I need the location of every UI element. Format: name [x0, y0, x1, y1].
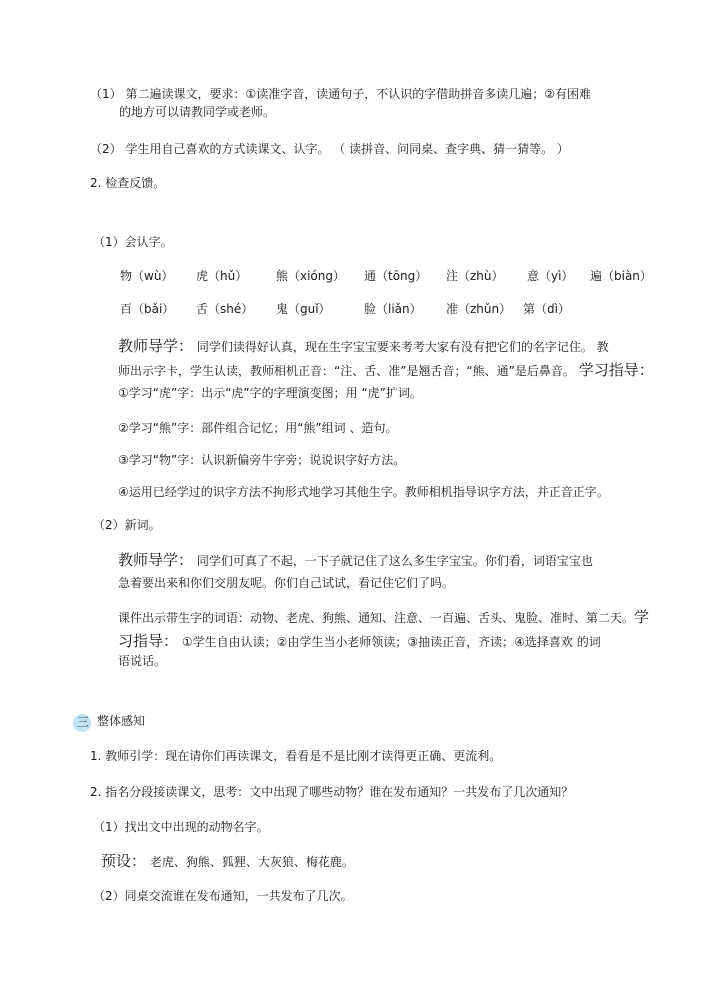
- sub-heading-recognize: （1）会认字。: [93, 235, 173, 249]
- section-title: 整体感知: [97, 714, 146, 728]
- guide-step-3: ③学习“物”字：认识新偏旁牛字旁；说说识字好方法。: [118, 453, 406, 467]
- step-1-line: （1） 第二遍读课文，要求：①读准字音，读通句子，不认识的字借助拼音多读几遍；②有困难: [90, 87, 591, 101]
- char-item: 注（zhù）: [446, 269, 504, 283]
- section3-para2: 2. 指名分段接读课文，思考：文中出现了哪些动物？谁在发布通知？一共发布了几次通知？: [90, 785, 574, 799]
- check-heading: 2. 检查反馈。: [90, 176, 166, 190]
- guide-step-4: ④运用已经学过的识字方法不拘形式地学习其他生字。教师相机指导识字方法，并正音正字。: [118, 485, 609, 499]
- char-item: 通（tōng）: [364, 269, 428, 283]
- guide2-line2: 急着要出来和你们交朋友呢。你们自己试试，看记住它们了吗。: [118, 576, 455, 590]
- step-2-line: （2） 学生用自己喜欢的方式读课文、认字。 （ 读拼音、问同桌、查字典、猜一猜等。 ）: [90, 142, 569, 156]
- preset-label: 预设：: [101, 852, 147, 870]
- guide1-text-2: 师出示字卡，学生认读，教师相机正音：“注、舌、准”是翘舌音；“熊、通”是后鼻音。: [118, 364, 575, 378]
- section-number: 三: [77, 715, 90, 729]
- words-steps: ①学生自由认读；②由学生当小老师领读；③抽读正音，齐读；④选择喜欢 的词: [181, 635, 601, 649]
- guide1-line1: [118, 337, 609, 356]
- preset-text: 老虎、狗熊、狐狸、大灰狼、梅花鹿。: [149, 855, 354, 869]
- guide-step-2: ②学习“熊”字：部件组合记忆；用“熊”组词 、造句。: [118, 421, 398, 435]
- sub-heading-new-words: （2）新词。: [93, 518, 161, 532]
- section3-question1: （1）找出文中出现的动物名字。: [93, 820, 269, 834]
- char-item: 准（zhǔn）: [446, 302, 512, 316]
- char-item: 脸（liǎn）: [364, 302, 422, 316]
- char-item: 熊（xióng）: [276, 269, 346, 283]
- study-guide-label-end: 习指导：: [118, 632, 179, 650]
- words-line2: [118, 632, 601, 651]
- guide1-text: 同学们读得好认真，现在生字宝宝要来考考大家有没有把它们的名字记住。 教: [196, 340, 609, 354]
- study-guide-label: 学习指导：: [578, 361, 654, 379]
- teacher-guide-label: 教师导学：: [118, 337, 194, 355]
- char-item: 遍（biàn）: [590, 269, 652, 283]
- words-text: 课件出示带生字的词语：动物、老虎、狗熊、通知、注意、一百遍、舌头、鬼脸、准时、第二天。: [118, 611, 635, 625]
- teacher-guide-label-2: 教师导学：: [118, 551, 194, 569]
- step-1-line-cont: 的地方可以请教同学或老师。: [119, 105, 276, 119]
- char-item: 第（dì）: [523, 302, 570, 316]
- words-line3: 语说话。: [118, 654, 167, 668]
- guide2-text: 同学们可真了不起，一下子就记住了这么多生字宝宝。你们看，词语宝宝也: [196, 554, 593, 568]
- guide1-line2: [118, 361, 654, 380]
- section3-question2: （2）同桌交流谁在发布通知，一共发布了几次。: [93, 889, 353, 903]
- char-item: 物（wù）: [120, 269, 174, 283]
- char-item: 舌（shé）: [196, 302, 254, 316]
- study-guide-label-start: 学: [634, 608, 650, 626]
- char-item: 百（bǎi）: [120, 302, 175, 316]
- char-item: 鬼（guǐ）: [276, 302, 331, 316]
- char-item: 意（yì）: [527, 269, 574, 283]
- char-item: 虎（hǔ）: [196, 269, 248, 283]
- preset-line: [101, 852, 354, 871]
- guide2-line1: [118, 551, 593, 570]
- words-line1: [118, 608, 649, 627]
- guide-step-1: ①学习“虎”字：出示“虎”字的字理演变图；用 “虎”扩词。: [118, 386, 422, 400]
- section3-para1: 1. 教师引学：现在请你们再读课文，看看是不是比刚才读得更正确、更流利。: [90, 749, 502, 763]
